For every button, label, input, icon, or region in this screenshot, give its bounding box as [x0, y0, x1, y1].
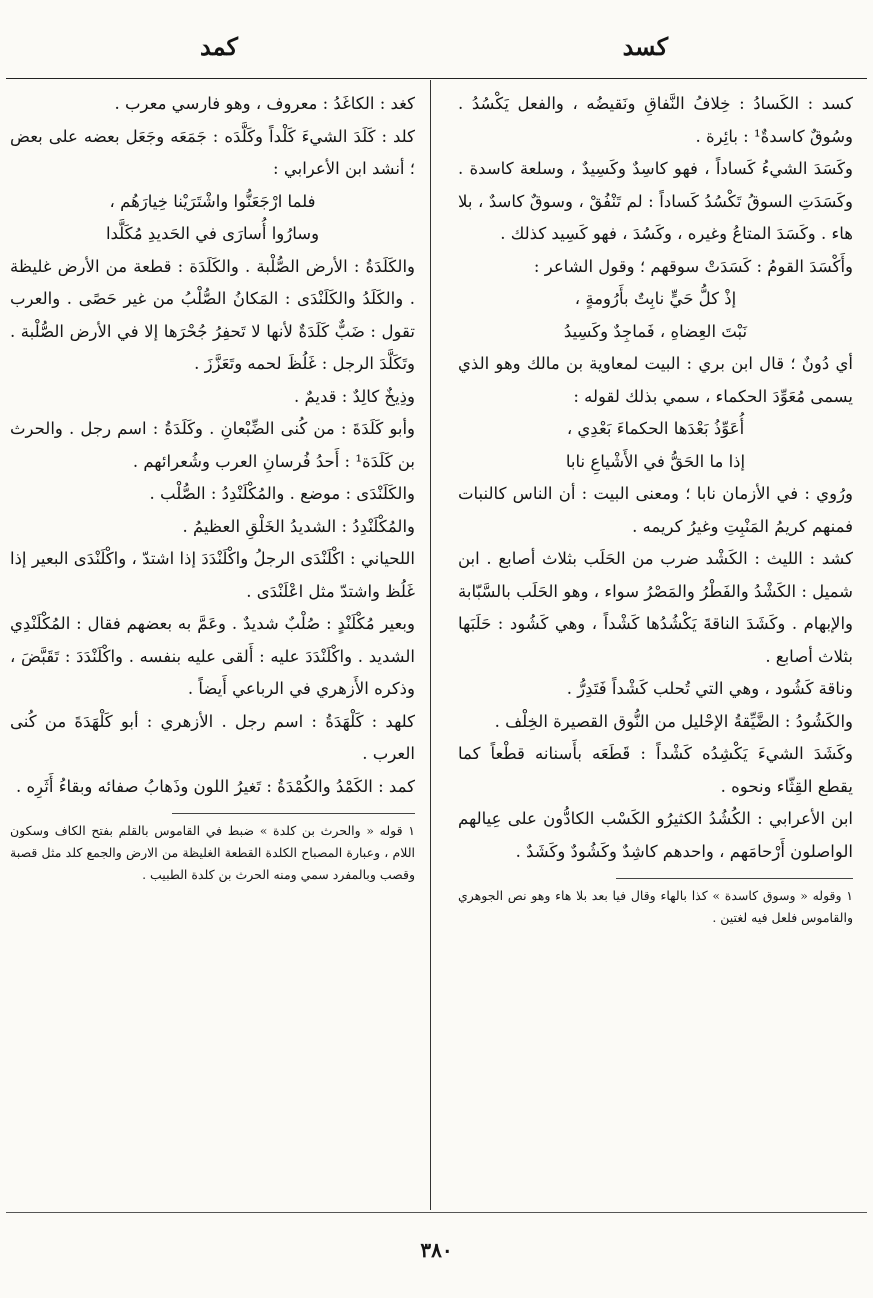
paragraph: وناقة كَشُود ، وهي التي تُحلب كَشْداً فَتَدِرُّ .	[566, 679, 853, 698]
right-column	[458, 88, 853, 929]
paragraph: والكَشُودُ : الضَّيِّقةُ الإحْليل من النُّوق القصيرة الخِلْف .	[494, 711, 853, 731]
entry-kalad: كلد : كَلَدَ الشيءَ كَلْداً وكَلَّدَه : جَمَعَه وجَعَل بعضه على بعض ؛ أنشد ابن الأعرابي :	[10, 126, 415, 178]
paragraph: أي دُونٌ ؛ قال ابن بري : البيت لمعاوية بن مالك وهو الذي يسمى مُعَوِّدَ الحكماء ، سمي بذلك لقوله :	[458, 354, 853, 406]
paragraph: وبعير مُكْلَنْدٍ : صُلْبٌ شديدٌ . وعَمَّ به بعضهم فقال : المُكْلَنْدِي الشديد . واكْلَنْدَدَ عليه : أَلقى عليه بنفسه . واكْلَنْدَدَ : تَقَبَّضَ ، وذكره الأَزهري في الرباعي أَيضاً .	[10, 614, 415, 698]
entry-kaghad: كغد : الكاغَدُ : معروف ، وهو فارسي معرب .	[114, 94, 415, 113]
verse-line: وسارُوا أُسارَى في الحَديدِ مُكَلَّدا	[105, 224, 320, 243]
page-number: ٣٨٠	[420, 1238, 453, 1262]
paragraph: وكَشَدَ الشيءَ يَكْشِدُه كَشْداً : قَطَعَه بأَسنانه قطْعاً كما يقطع القِثّاء ونحوه .	[458, 744, 853, 796]
footnote-rule	[172, 813, 415, 814]
column-separator	[430, 80, 431, 1210]
footnote-rule	[616, 878, 853, 879]
paragraph: والمُكْلَنْدِدُ : الشديدُ الخَلْقِ العظيمُ .	[182, 516, 415, 536]
entry-kashad: كشد : الليث : الكَشْد ضرب من الحَلَب بثلاث أصابع . ابن شميل : الكَشْدُ والفَطْرُ والمَصْرُ سواء ، وهو الحَلَب بالسَّبّابة والإبهام . وكَشَدَ الناقةَ يَكْشُدُها كَشْداً ، وهي كَشُود : حَلَبَها بثلاث أصابع .	[458, 549, 853, 666]
paragraph: ابن الأعرابي : الكُشُدُ الكثيرُو الكَسْب الكادُّون على عِيالهم الواصلون أَرْحامَهم ، واحدهم كاشِدٌ وكَشُودٌ وكَشَدٌ .	[458, 809, 853, 861]
paragraph: اللحياني : اكْلَنْدَى الرجلُ واكْلَنْدَدَ إذا اشتدّ ، واكْلَنْدَى البعير إذا غَلُظ واشتدّ مثل اعْلَنْدَى .	[10, 549, 415, 601]
verse-line: فلما ارْجَعَنُّوا واشْتَرَيْنا خِيارَهُم ،	[109, 191, 316, 211]
entry-kasad: كسد : الكَسادُ : خِلافُ النَّفاقِ ونَقيضُه ، والفعل يَكْسُدُ . وسُوقٌ كاسدةٌ¹ : بائِرة .	[458, 94, 853, 146]
entry-kamad: كمد : الكَمْدُ والكُمْدَةُ : تَغيرُ اللون وذَهابُ صفائه وبقاءُ أَثَرِه .	[16, 776, 415, 796]
header-rule	[6, 78, 867, 79]
paragraph: ورُوي : في الأزمان نابا ؛ ومعنى البيت : أن الناس كالنبات فمنهم كريمُ المَنْبِتِ وغيرُ كريمه .	[458, 484, 853, 536]
footer-rule	[6, 1212, 867, 1213]
verse-line: نَبْتَ العِضاهِ ، فَماجِدٌ وكَسِيدُ	[563, 321, 748, 341]
running-headword-right: كسد	[622, 32, 668, 61]
paragraph: وذِيخٌ كالِدٌ : قديمٌ .	[293, 386, 415, 406]
verse-line: إذا ما الحَقُّ في الأَشْياعِ نابا	[565, 451, 746, 471]
footnote: ١ وقوله « وسوق كاسدة » كذا بالهاء وقال فيا بعد بلا هاء وهو نص الجوهري والقاموس فلعل فيه لغتين .	[458, 888, 853, 925]
verse-line: إذْ كلُّ حَيٍّ نابِتٌ بأَرُومةٍ ،	[574, 289, 737, 308]
paragraph: وأبو كَلَدَةَ : من كُنى الضِّبْعانِ . وكَلَدَةُ : اسم رجل . والحرث بن كَلَدَة¹ : أَحدُ فُرسانِ العرب وشُعرائهم .	[10, 419, 415, 471]
footnote: ١ قوله « والحرث بن كلدة » ضبط في القاموس بالقلم بفتح الكاف وسكون اللام ، وعبارة المصباح الكلدة القطعة الغليظة من الارض والجمع كلد مثل قصبة وقصب وبالمفرد سمي ومنه الحرث بن كلدة الطبيب .	[10, 823, 415, 882]
entry-kalhad: كلهد : كَلْهَدَةُ : اسم رجل . الأزهري : أبو كَلْهَدَةَ من كُنى العرب .	[10, 711, 415, 763]
running-headword-left: كمد	[200, 32, 238, 61]
paragraph: والكَلَنْدَى : موضع . والمُكْلَنْدِدُ : الصُّلْب .	[149, 484, 415, 503]
paragraph: والكَلَدَةُ : الأرض الصُّلْبة . والكَلَدَة : قطعة من الأرض غليظة . والكَلَدُ والكَلَنْدَى : المَكانُ الصُّلْبُ من غير حَصًى . والعرب تقول : ضَبٌّ كَلَدَةٌ لأنها لا تَحفِرُ جُحْرَها إلا في الأرض الصُّلْبة . وتَكَلَّدَ الرجل : غَلُظَ لحمه وتَعَزَّزَ .	[10, 256, 415, 373]
paragraph: وأَكْسَدَ القومُ : كَسَدَتْ سوقهم ؛ وقول الشاعر :	[533, 256, 853, 276]
left-column	[10, 88, 415, 886]
paragraph: وكَسَدَ الشيءُ كَساداً ، فهو كاسِدٌ وكَسِيدٌ ، وسلعة كاسدة . وكَسَدَتِ السوقُ تَكْسُدُ كَساداً : لم تَنْفُقْ ، وسوقٌ كاسدٌ ، بلا هاء . وكَسَدَ المتاعُ وغيره ، وكَسُدَ ، فهو كَسِيد كذلك .	[458, 159, 853, 243]
verse-line: أُعَوِّذُ بَعْدَها الحكماءَ بَعْدِي ،	[566, 419, 745, 438]
